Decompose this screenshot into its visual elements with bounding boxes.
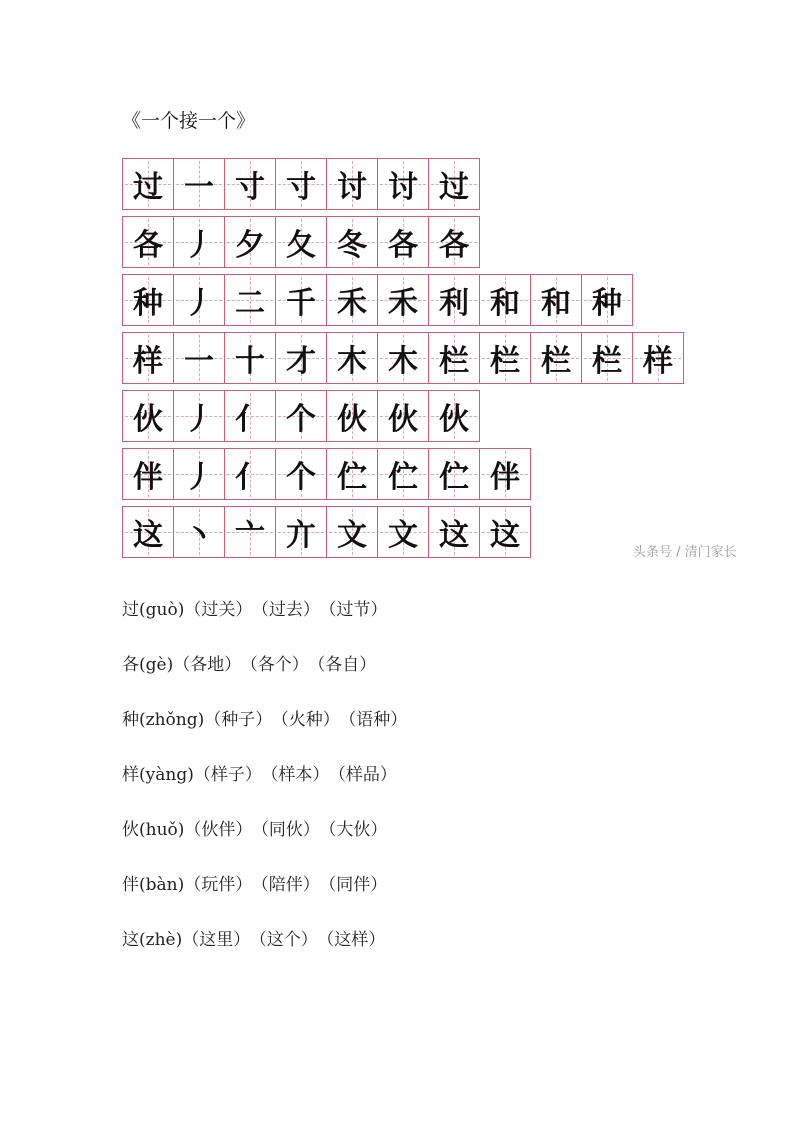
stroke-cell <box>276 216 327 268</box>
stroke-cell <box>633 332 684 384</box>
stroke-char: 种 <box>592 286 622 321</box>
stroke-cell <box>174 158 225 210</box>
stroke-cell <box>276 506 327 558</box>
stroke-char: 亻 <box>235 460 265 495</box>
stroke-cell <box>480 274 531 326</box>
stroke-char: 伫 <box>388 460 418 495</box>
word-group: （种子） <box>204 710 273 730</box>
stroke-char: 丿 <box>184 286 214 321</box>
stroke-cell <box>225 332 276 384</box>
stroke-cell <box>378 158 429 210</box>
stroke-char: 样 <box>133 344 163 379</box>
stroke-char: 各 <box>439 228 469 263</box>
stroke-char: 夂 <box>286 228 316 263</box>
stroke-char: 种 <box>133 286 163 321</box>
stroke-row <box>122 216 684 268</box>
stroke-char: 禾 <box>337 286 367 321</box>
stroke-cell <box>327 390 378 442</box>
stroke-char: 栏 <box>541 344 571 379</box>
stroke-cell <box>225 158 276 210</box>
stroke-char: 伙 <box>439 402 469 437</box>
word-head: 过(guò) <box>122 600 185 620</box>
word-line <box>122 928 415 983</box>
stroke-cell <box>225 216 276 268</box>
word-group: （过关） <box>184 600 253 620</box>
word-group: （同伙） <box>260 820 320 840</box>
page-title: 《一个接一个》 <box>122 110 256 132</box>
stroke-char: 丿 <box>184 460 214 495</box>
stroke-char: 十 <box>235 344 265 379</box>
stroke-char: 伙 <box>337 402 367 437</box>
stroke-cell <box>122 274 174 326</box>
stroke-cell <box>174 216 225 268</box>
stroke-cell <box>225 390 276 442</box>
stroke-char: 栏 <box>439 344 469 379</box>
word-group: （伙伴） <box>184 820 253 840</box>
stroke-char: 一 <box>184 344 214 379</box>
stroke-char: 冬 <box>337 228 367 263</box>
stroke-cell <box>582 332 633 384</box>
stroke-cell <box>174 274 225 326</box>
stroke-cell <box>276 448 327 500</box>
word-group: （同伴） <box>327 875 388 895</box>
stroke-cell <box>429 390 480 442</box>
word-group: （样品） <box>337 765 397 785</box>
stroke-cell <box>378 216 429 268</box>
watermark: 头条号 / 清门家长 <box>633 545 737 560</box>
stroke-row <box>122 448 684 500</box>
stroke-cell <box>122 158 174 210</box>
stroke-row <box>122 332 684 384</box>
stroke-char: 个 <box>286 460 316 495</box>
word-line <box>122 818 415 873</box>
stroke-char: 寸 <box>235 170 265 205</box>
stroke-cell <box>531 332 582 384</box>
stroke-cell <box>480 506 531 558</box>
stroke-char: 伫 <box>337 460 367 495</box>
stroke-char: 过 <box>439 170 469 205</box>
stroke-cell <box>378 390 429 442</box>
stroke-cell <box>378 506 429 558</box>
stroke-char: 各 <box>388 228 418 263</box>
word-head: 这(zhè) <box>122 930 183 950</box>
stroke-char: 木 <box>388 344 418 379</box>
stroke-char: 过 <box>133 170 163 205</box>
stroke-char: 丶 <box>184 518 214 553</box>
stroke-cell <box>378 332 429 384</box>
stroke-char: 一 <box>184 170 214 205</box>
stroke-cell <box>429 158 480 210</box>
word-group: （这个） <box>258 930 318 950</box>
stroke-cell <box>429 448 480 500</box>
word-group: （过节） <box>327 600 388 620</box>
word-group: （样本） <box>269 765 330 785</box>
stroke-char: 样 <box>643 344 673 379</box>
stroke-char: 这 <box>439 518 469 553</box>
word-line <box>122 708 415 763</box>
word-group: （玩伴） <box>184 875 253 895</box>
stroke-char: 伫 <box>439 460 469 495</box>
stroke-cell <box>378 448 429 500</box>
stroke-char: 各 <box>133 228 163 263</box>
stroke-cell <box>429 506 480 558</box>
word-head: 伴(bàn) <box>122 875 185 895</box>
stroke-char: 文 <box>337 518 367 553</box>
stroke-cell <box>429 216 480 268</box>
stroke-cell <box>174 506 225 558</box>
stroke-cell <box>174 390 225 442</box>
stroke-row <box>122 158 684 210</box>
stroke-char: 和 <box>490 286 520 321</box>
stroke-row <box>122 274 684 326</box>
stroke-char: 夕 <box>235 228 265 263</box>
stroke-cell <box>174 448 225 500</box>
stroke-cell <box>225 506 276 558</box>
stroke-cell <box>327 448 378 500</box>
stroke-char: 栏 <box>490 344 520 379</box>
word-head: 样(yàng) <box>122 765 194 785</box>
stroke-cell <box>480 332 531 384</box>
stroke-cell <box>327 506 378 558</box>
word-group: （各个） <box>249 655 309 675</box>
word-list <box>122 598 415 983</box>
word-line <box>122 873 415 928</box>
stroke-char: 和 <box>541 286 571 321</box>
stroke-char: 二 <box>235 286 265 321</box>
stroke-char: 伙 <box>133 402 163 437</box>
stroke-char: 讨 <box>337 170 367 205</box>
stroke-cell <box>225 274 276 326</box>
word-group: （样子） <box>193 765 262 785</box>
stroke-cell <box>327 158 378 210</box>
word-line <box>122 653 415 708</box>
stroke-cell <box>122 390 174 442</box>
stroke-char: 伴 <box>133 460 163 495</box>
stroke-char: 亣 <box>286 518 316 553</box>
word-group: （陪伴） <box>260 875 320 895</box>
stroke-cell <box>122 216 174 268</box>
stroke-cell <box>174 332 225 384</box>
word-head: 种(zhǒng) <box>122 710 205 730</box>
stroke-cell <box>327 216 378 268</box>
stroke-char: 禾 <box>388 286 418 321</box>
stroke-char: 木 <box>337 344 367 379</box>
stroke-cell <box>225 448 276 500</box>
stroke-cell <box>122 448 174 500</box>
word-group: （各地） <box>173 655 242 675</box>
stroke-cell <box>327 274 378 326</box>
stroke-row <box>122 506 684 558</box>
word-head: 伙(huǒ) <box>122 820 185 840</box>
stroke-cell <box>122 332 174 384</box>
word-line <box>122 763 415 818</box>
stroke-cell <box>531 274 582 326</box>
stroke-char: 丿 <box>184 402 214 437</box>
stroke-cell <box>122 506 174 558</box>
stroke-char: 亻 <box>235 402 265 437</box>
stroke-char: 伴 <box>490 460 520 495</box>
stroke-char: 栏 <box>592 344 622 379</box>
stroke-cell <box>582 274 633 326</box>
word-group: （各自） <box>316 655 377 675</box>
stroke-char: 利 <box>439 286 469 321</box>
word-group: （这里） <box>182 930 251 950</box>
word-line <box>122 598 415 653</box>
stroke-char: 这 <box>490 518 520 553</box>
stroke-char: 个 <box>286 402 316 437</box>
stroke-cell <box>276 390 327 442</box>
stroke-cell <box>327 332 378 384</box>
word-group: （大伙） <box>327 820 388 840</box>
stroke-order-grid <box>122 158 684 564</box>
stroke-char: 千 <box>286 286 316 321</box>
stroke-char: 丿 <box>184 228 214 263</box>
stroke-cell <box>378 274 429 326</box>
word-group: （火种） <box>280 710 340 730</box>
stroke-cell <box>276 274 327 326</box>
stroke-char: 这 <box>133 518 163 553</box>
word-group: （这样） <box>325 930 386 950</box>
stroke-char: 寸 <box>286 170 316 205</box>
word-group: （过去） <box>260 600 320 620</box>
stroke-char: 才 <box>286 344 316 379</box>
stroke-cell <box>429 274 480 326</box>
word-head: 各(gè) <box>122 655 174 675</box>
word-group: （语种） <box>347 710 408 730</box>
stroke-row <box>122 390 684 442</box>
stroke-char: 文 <box>388 518 418 553</box>
stroke-cell <box>276 332 327 384</box>
stroke-cell <box>480 448 531 500</box>
stroke-cell <box>276 158 327 210</box>
stroke-char: 讨 <box>388 170 418 205</box>
stroke-char: 亠 <box>235 518 265 553</box>
stroke-cell <box>429 332 480 384</box>
stroke-char: 伙 <box>388 402 418 437</box>
